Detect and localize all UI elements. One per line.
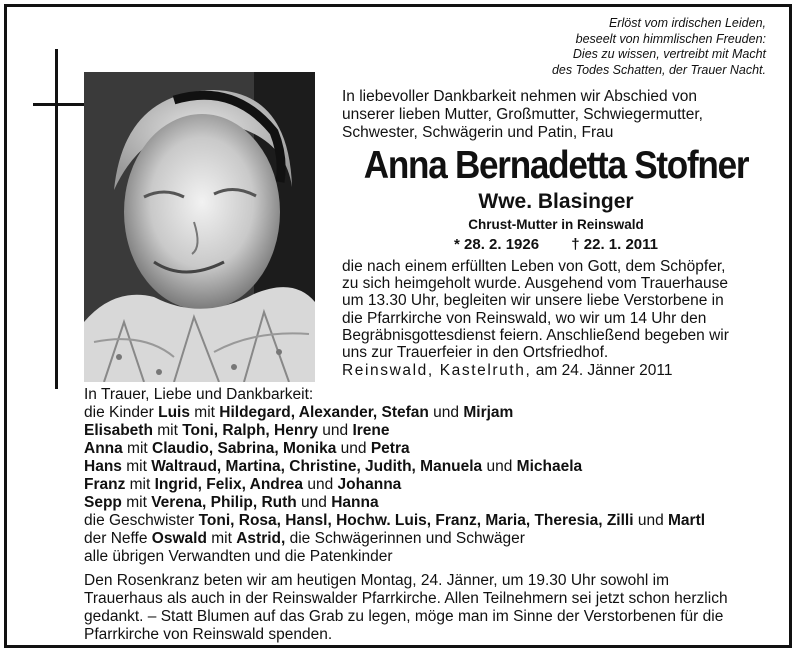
maiden-name: Wwe. Blasinger bbox=[478, 190, 634, 213]
family-name: Martl bbox=[668, 512, 706, 529]
details-line: Begräbnisgottesdienst feiern. Anschließend begeben wir bbox=[342, 326, 729, 344]
family-text: mit bbox=[125, 476, 155, 493]
family-line bbox=[84, 422, 774, 440]
footer-line: Den Rosenkranz beten wir am heutigen Montag, 24. Jänner, um 19.30 Uhr sowohl im bbox=[84, 572, 670, 589]
death-date: † 22. 1. 2011 bbox=[571, 236, 658, 253]
intro-line: unserer lieben Mutter, Großmutter, Schwiegermutter, bbox=[342, 106, 703, 123]
details-line: um 13.30 Uhr, begleiten wir unsere liebe Verstorbene in bbox=[342, 292, 724, 310]
portrait-photo bbox=[84, 72, 315, 382]
family-name: Claudio, Sabrina, Monika bbox=[152, 440, 337, 457]
family-intro: In Trauer, Liebe und Dankbarkeit: bbox=[84, 386, 314, 403]
family-name: Hildegard, Alexander, Stefan bbox=[219, 404, 429, 421]
family-line bbox=[84, 494, 774, 512]
family-text: mit bbox=[206, 530, 237, 547]
verse bbox=[436, 16, 766, 78]
details-line: uns zur Trauerfeier in den Ortsfriedhof. bbox=[342, 344, 609, 362]
family-name: Verena, Philip, Ruth bbox=[151, 494, 297, 511]
family-name: Hans bbox=[84, 458, 122, 475]
role-title: Chrust-Mutter in Reinswald bbox=[468, 217, 644, 232]
family-name: Mirjam bbox=[463, 404, 514, 421]
family-name: Anna bbox=[84, 440, 123, 457]
family-text: die Geschwister bbox=[84, 512, 199, 529]
family-line bbox=[84, 548, 774, 566]
family-line bbox=[84, 512, 774, 530]
family-name: Toni, Rosa, Hansl, Hochw. Luis, Franz, Maria, Theresia, Zilli bbox=[198, 512, 634, 529]
verse-line: des Todes Schatten, der Trauer Nacht. bbox=[551, 62, 766, 77]
family-text: und bbox=[296, 494, 332, 511]
family-line bbox=[84, 458, 774, 476]
family-text: mit bbox=[121, 494, 152, 511]
verse-line: Erlöst vom irdischen Leiden, bbox=[608, 16, 766, 30]
verse-line: Dies zu wissen, vertreibt mit Macht bbox=[572, 47, 766, 61]
deceased-name: Anna Bernadetta Stofner bbox=[363, 144, 749, 187]
family-line bbox=[84, 404, 774, 422]
intro-line: Schwester, Schwägerin und Patin, Frau bbox=[342, 124, 614, 141]
life-dates bbox=[342, 236, 770, 254]
family-text: und bbox=[482, 458, 517, 475]
notice-date: am 24. Jänner 2011 bbox=[535, 362, 673, 379]
family-name: Astrid, bbox=[236, 530, 286, 547]
family-name: Franz bbox=[84, 476, 126, 493]
verse-line: beseelt von himmlischen Freuden: bbox=[575, 31, 766, 46]
family-text: die Kinder bbox=[84, 404, 159, 421]
family-name: Michaela bbox=[516, 458, 583, 475]
family-name: Toni, Ralph, Henry bbox=[182, 422, 318, 439]
family-name: Luis bbox=[158, 404, 190, 421]
footer-line: gedankt. – Statt Blumen auf das Grab zu legen, möge man im Sinne der Verstorbenen für die bbox=[84, 608, 724, 625]
family-text: mit bbox=[152, 422, 183, 439]
family-name: Irene bbox=[352, 422, 390, 439]
details-line: zu sich heimgeholt wurde. Ausgehend vom Trauerhause bbox=[342, 275, 729, 293]
funeral-details bbox=[342, 258, 770, 361]
details-line: die Pfarrkirche von Reinswald, wo wir um 14 Uhr den bbox=[342, 309, 707, 327]
family-text: mit bbox=[189, 404, 220, 421]
family-name: Ingrid, Felix, Andrea bbox=[154, 476, 304, 493]
family-name: Elisabeth bbox=[84, 422, 153, 439]
birth-date: * 28. 2. 1926 bbox=[454, 236, 540, 253]
rosary-announcement bbox=[84, 572, 774, 644]
family-name: Petra bbox=[370, 440, 410, 457]
cross-icon bbox=[55, 49, 58, 389]
details-line: die nach einem erfüllten Leben von Gott, dem Schöpfer, bbox=[342, 258, 726, 275]
family-text: und bbox=[428, 404, 464, 421]
family-line bbox=[84, 476, 774, 494]
family-text: mit bbox=[121, 458, 152, 475]
place-and-date bbox=[342, 362, 770, 380]
footer-line: Pfarrkirche von Reinswald spenden. bbox=[84, 626, 333, 643]
footer-line: Trauerhaus als auch in der Reinswalder Pfarrkirche. Allen Teilnehmern sei jetzt schon herzlich bbox=[84, 590, 728, 607]
family-list bbox=[84, 386, 774, 566]
family-text: und bbox=[633, 512, 669, 529]
family-text: die Schwägerinnen und Schwäger bbox=[285, 530, 525, 547]
family-text: alle übrigen Verwandten und die Patenkinder bbox=[84, 548, 393, 565]
family-name: Johanna bbox=[337, 476, 402, 493]
family-text: und bbox=[336, 440, 371, 457]
family-text: und bbox=[317, 422, 353, 439]
place: Reinswald, Kastelruth, bbox=[342, 362, 532, 379]
cross-icon-bar bbox=[33, 103, 87, 106]
intro-text bbox=[342, 88, 770, 142]
portrait-image bbox=[84, 72, 315, 382]
family-text: der Neffe bbox=[84, 530, 152, 547]
intro-line: In liebevoller Dankbarkeit nehmen wir Abschied von bbox=[342, 88, 697, 105]
family-name: Sepp bbox=[84, 494, 122, 511]
family-text: und bbox=[303, 476, 338, 493]
family-line bbox=[84, 440, 774, 458]
family-name: Waltraud, Martina, Christine, Judith, Manuela bbox=[151, 458, 483, 475]
family-text: mit bbox=[122, 440, 153, 457]
family-name: Oswald bbox=[151, 530, 207, 547]
family-name: Hanna bbox=[331, 494, 379, 511]
family-line bbox=[84, 530, 774, 548]
